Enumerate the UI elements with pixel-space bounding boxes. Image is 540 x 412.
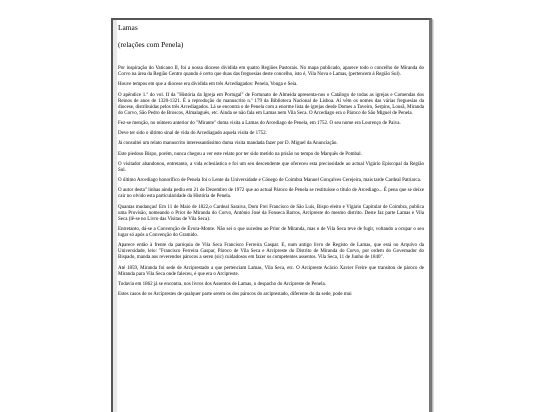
paragraph: O apêndice 1.º do vol. II da "História da Igreja em Portugal" de Fortunato de Almeida apresenta-nos o Catálogo de todas as igrejas e Comendas dos Reinos de anos de 1320-1321. É a reprodução do manuscrito n.º 179 da Biblioteca Nacional de Lisboa. Aí vêm os nomes das várias freguesias da diocese, distribuídas pelos três Arcediagados. Lá se encontra o de Penela com a enorme lista de igrejas desde Domes a Taveiro, Serpins, Lousã, Miranda do Corvo, São Pedro de Broscos, Almalaguês, etc. Ainda se não fala em Lamas nem Vila Seca. O Arcediago era o Pároco de São Miguel de Penela. [118, 92, 424, 116]
title-spacer [118, 49, 424, 66]
paragraph: O visitador abandonou, entretanto, a vida eclesiástica e foi um seu descendente que ofereceu esta preciosidade ao actual Vigário Episcopal da Região Sul. [118, 161, 424, 173]
paragraph: Fez-se menção, no número anterior do "Mirante" duma visita a Lamas do Arcediago de Penela, em 1752. O seu nome era Lourenço de Paiva. [118, 120, 401, 126]
paragraph: Já consultei um relato manuscrito interessantíssimo duma visita mandada fazer por D. Miguel da Anunciação. [118, 141, 338, 147]
paragraph: Este piedoso Bispo, porém, nunca chegou a ver este relato por ter sido metido na prisão no tempo do Marquês de Pombal. [118, 151, 362, 157]
paragraph: Até 1859, Miranda foi sede de Arciprestado a que pertenciam Lamas, Vila Seca, etc. O Arcipreste Acácio Xavier Freire que transitou de pároco de Miranda para Vila Seca onde faleceu, é que era o Arcipreste. [118, 265, 424, 277]
paragraph: O autor desta" linhas ainda pediu em 21 de Dezembro de 1972 que ao actual Pároco de Penela se restituísse o título de Arcediago... É pena que se deixe cair no olvido esta particularidade da História de Penela. [118, 188, 424, 200]
paragraph: Todavia em 1862 já se encontra, nos livros dos Assentos de Lamas, o despacho do Arcipreste de Penela. [118, 281, 326, 287]
paragraph: Estes casos de os Arciprestes de qualquer parte serem os dos párocos do arciprestado, diferente do da sede, pode mui [118, 292, 352, 298]
frame-inner-border [113, 20, 117, 412]
paragraph: O último Arcediago honorífico de Penela foi o Lente da Universidade e Cónego de Coimbra Manuel Gonçalves Cerejeira, mais tarde Cardeal Patriarca. [118, 178, 422, 184]
document-subtitle: (relações com Penela) [118, 40, 184, 49]
paragraph: Por inspiração do Vaticano II, foi a nossa diocese dividida em quatro Regiões Pastorais. No mapa publicado, aparece todo o concelho de Miranda do Corvo na área da Região Centro quando é certo que duas das freguesias deste concelho, isto é, Vila Nova e Lamas, (pertencem à Região Sul). [118, 66, 424, 78]
document-frame [111, 18, 432, 412]
document-content [118, 23, 424, 302]
paragraph: Aparece então à frente da paróquia de Vila Seca Francisco Ferreira Gaspar. E, num antigo livro de Registo de Lamas, que está no Arquivo da Universidade, leio: "Francisco Ferreira Gaspar, Pároco de Vila Seca e Arcipreste do Distrito de Miranda do Corvo, por ordem do Governador do Bispado, manda aos reverendos párocos a seren (sic) cuidadosos em fazer os competentes assentos. Vila Seca, 11 de Junho de 1840". [118, 243, 424, 261]
paragraph: Houve tempos em que a diocese era dividida em três Arcediagados: Penela, Vouga e Seia. [118, 82, 298, 88]
paragraph: Entretanto, dá-se a Convenção de Évora-Monte. Não sei o que sucedeu ao Prior de Miranda, mas o de Vila Seca teve de fugir, voltando a ocupar o seu lugar só após a Convenção do Gramido. [118, 226, 424, 238]
document-title: Lamas [118, 23, 138, 32]
paragraph: Quantas mudanças! Em 11 de Maio de 1822,o Cardeal Saraiva, Dom Frei Francisco de São Luís, Bispo eleito e Vigário Capitular de Coimbra, publica uma Provisão, nomeando o Prior de Miranda do Corvo, António José da Fonseca Barros, Arcipreste do mesmo distrito. Deste faz parte Lamas e Vila Seca (lê-se no Livro das Visitas de Vila Seca). [118, 204, 424, 222]
paragraph: Deve ter sido o último sinal de vida do Arcediagado aquela visita de 1752. [118, 131, 267, 137]
